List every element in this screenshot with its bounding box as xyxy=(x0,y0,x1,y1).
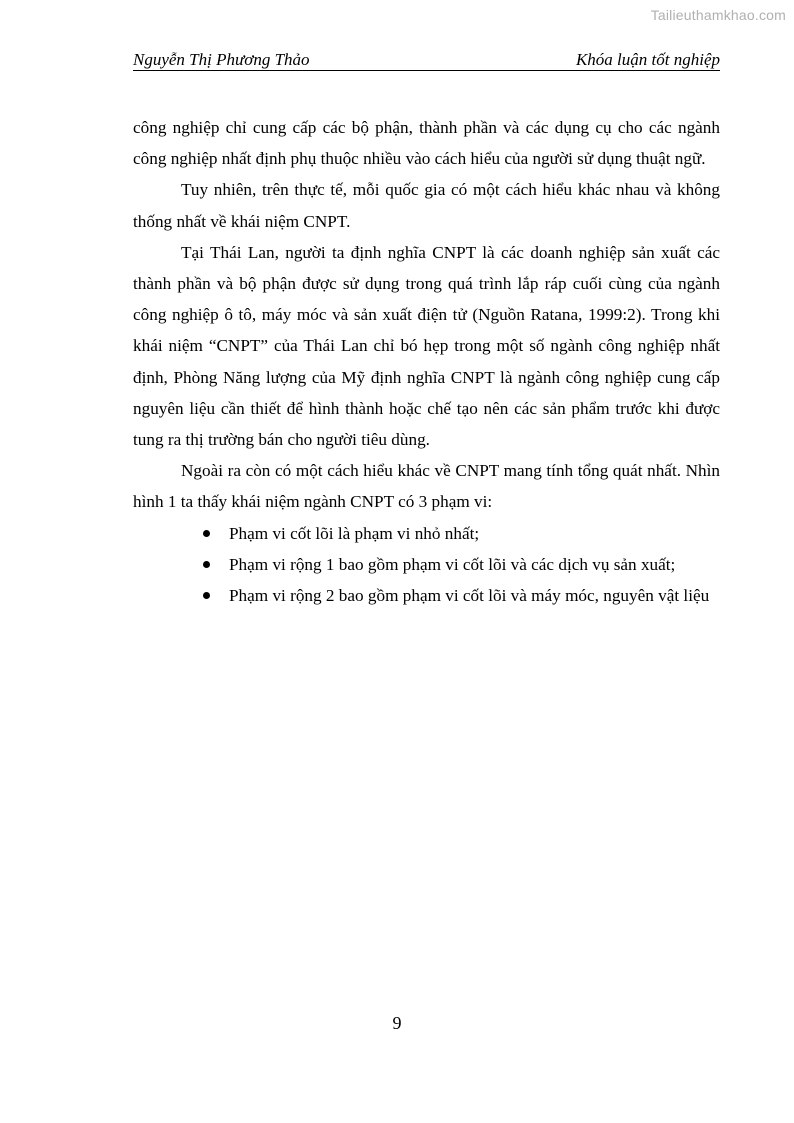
list-item xyxy=(133,518,720,549)
bullet-icon xyxy=(203,592,210,599)
running-header xyxy=(133,50,720,71)
paragraph-continued: công nghiệp chỉ cung cấp các bộ phận, thành phần và các dụng cụ cho các ngành công nghiệp nhất định phụ thuộc nhiều vào cách hiểu của người sử dụng thuật ngữ. xyxy=(133,118,720,169)
list-item-text: Phạm vi rộng 1 bao gồm phạm vi cốt lõi và các dịch vụ sản xuất; xyxy=(229,554,676,574)
document-body xyxy=(133,112,720,611)
page-number: 9 xyxy=(392,1013,402,1033)
paragraph: Ngoài ra còn có một cách hiểu khác về CNPT mang tính tổng quát nhất. Nhìn hình 1 ta thấy khái niệm ngành CNPT có 3 phạm vi: xyxy=(133,461,720,512)
header-author: Nguyễn Thị Phương Thảo xyxy=(133,50,310,69)
header-doc-type: Khóa luận tốt nghiệp xyxy=(575,50,720,69)
bullet-list xyxy=(133,518,720,612)
bullet-icon xyxy=(203,561,210,568)
list-item xyxy=(133,549,720,580)
list-item-text: Phạm vi rộng 2 bao gồm phạm vi cốt lõi và máy móc, nguyên vật liệu xyxy=(229,586,710,606)
list-item xyxy=(133,580,720,611)
list-item-text: Phạm vi cốt lõi là phạm vi nhỏ nhất; xyxy=(229,523,480,543)
paragraph: Tại Thái Lan, người ta định nghĩa CNPT là các doanh nghiệp sản xuất các thành phần và bộ phận được sử dụng trong quá trình lắp ráp cuối cùng của ngành công nghiệp ô tô, máy móc và sản xuất điện tử (Nguồn Ratana, 1999:2). Trong khi khái niệm “CNPT” của Thái Lan chỉ bó hẹp trong một số ngành công nghiệp nhất định, Phòng Năng lượng của Mỹ định nghĩa CNPT là ngành công nghiệp cung cấp nguyên liệu cần thiết để hình thành hoặc chế tạo nên các sản phẩm trước khi được tung ra thị trường bán cho người tiêu dùng. xyxy=(133,242,720,450)
bullet-icon xyxy=(203,530,210,537)
watermark-text: Tailieuthamkhao.com xyxy=(650,7,786,23)
paragraph: Tuy nhiên, trên thực tế, mỗi quốc gia có một cách hiểu khác nhau và không thống nhất về khái niệm CNPT. xyxy=(133,180,720,231)
